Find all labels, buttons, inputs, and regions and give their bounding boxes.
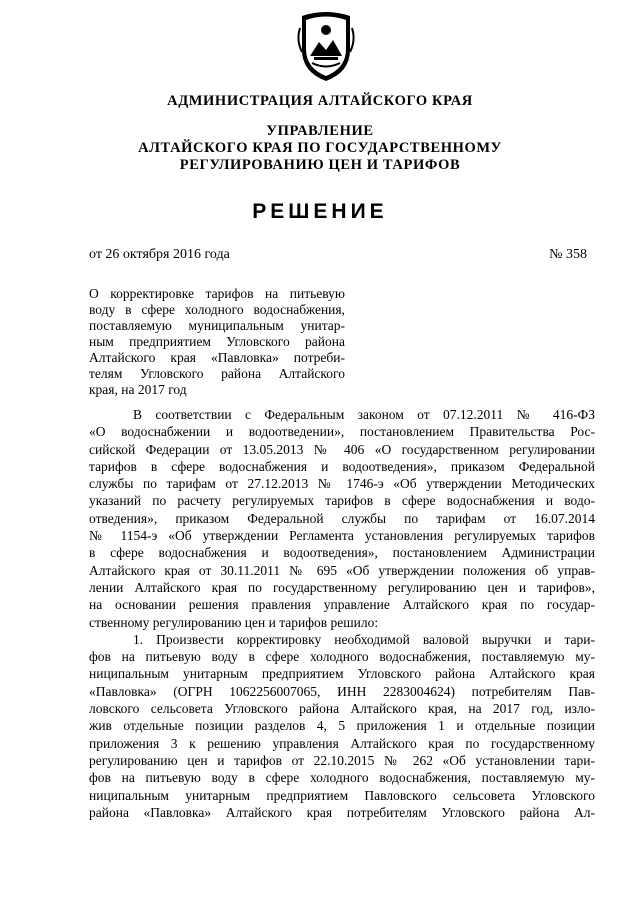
body-line: отведения», приказом Федеральной службы по тарифам от 16.07.2014 xyxy=(89,510,595,526)
body-line: района «Павловка» Алтайского края потребителям Угловского района Ал- xyxy=(89,804,595,820)
administration-title: АДМИНИСТРАЦИЯ АЛТАЙСКОГО КРАЯ xyxy=(167,93,473,109)
subject-line: телям Угловского района Алтайского xyxy=(89,366,345,381)
document-title: РЕШЕНИЕ xyxy=(252,200,388,223)
body-line: 1. Произвести корректировку необходимой валовой выручки и тари- xyxy=(133,631,595,647)
body-line: ниципальным унитарным предприятием Павловского сельсовета Угловского xyxy=(89,787,595,803)
body-line: на основании решения правления управление Алтайского края по государ- xyxy=(89,597,595,613)
body-line: В соответствии с Федеральным законом от 07.12.2011 № 416-ФЗ xyxy=(133,407,595,422)
body-line: указаний по расчету регулируемых тарифов в сфере водоснабжения и водо- xyxy=(89,493,595,509)
body-line: лении Алтайского края по государственному регулированию цен и тарифов», xyxy=(89,579,595,595)
department-title-line: АЛТАЙСКОГО КРАЯ ПО ГОСУДАРСТВЕННОМУ xyxy=(138,140,502,156)
body-line: ниципальным унитарным предприятием Угловского района Алтайского края xyxy=(89,666,595,682)
body-line: фов на питьевую воду в сфере холодного водоснабжения, поставляемую му- xyxy=(89,770,595,786)
subject-line: поставляемую муниципальным унитар- xyxy=(89,318,345,333)
body-line: № 1154-э «Об утверждении Регламента установления регулируемых тарифов xyxy=(89,528,595,544)
subject-line: ным предприятием Угловского района xyxy=(89,334,345,349)
department-title xyxy=(0,123,640,174)
subject-line: края, на 2017 год xyxy=(89,382,187,397)
document-number: № 358 xyxy=(549,247,587,262)
altai-coat-of-arms-emblem xyxy=(296,10,356,84)
body-line: фов на питьевую воду в сфере холодного водоснабжения, поставляемую му- xyxy=(89,649,595,665)
department-title-line: УПРАВЛЕНИЕ xyxy=(266,123,374,139)
body-line: Алтайского края от 30.11.2011 № 695 «Об утверждении положения об управ- xyxy=(89,562,595,578)
body-line: «Павловка» (ОГРН 1062256007065, ИНН 2283004624) потребителям Пав- xyxy=(89,683,595,699)
subject-line: О корректировке тарифов на питьевую xyxy=(89,286,345,301)
document-body xyxy=(89,406,595,821)
body-line: тарифов в сфере водоснабжения и водоотведения», приказом Федеральной xyxy=(89,458,595,474)
body-line: жив отдельные позиции разделов 4, 5 приложения 1 и отдельные позиции xyxy=(89,718,595,734)
body-line: ственному регулированию цен и тарифов решило: xyxy=(89,614,379,630)
body-line: ловского сельсовета Угловского района Алтайского края, на 2017 год, изло- xyxy=(89,701,595,717)
body-line: приложения 3 к решению управления Алтайского края по государственному xyxy=(89,735,595,751)
document-subject xyxy=(89,286,345,398)
body-line: сийской Федерации от 13.05.2013 № 406 «О государственном регулировании xyxy=(89,441,595,457)
document-date: от 26 октября 2016 года xyxy=(89,247,230,262)
subject-line: воду в сфере холодного водоснабжения, xyxy=(89,302,345,317)
body-line: «О водоснабжении и водоотведении», постановлением Правительства Рос- xyxy=(89,424,595,440)
department-title-line: РЕГУЛИРОВАНИЮ ЦЕН И ТАРИФОВ xyxy=(179,157,461,173)
body-line: регулированию цен и тарифов от 22.10.2015 № 262 «Об установлении тари- xyxy=(89,752,595,768)
body-line: службы по тарифам от 27.12.2013 № 1746-э «Об утверждении Методических xyxy=(89,476,595,492)
body-line: в сфере водоснабжения и водоотведения», постановлением Администрации xyxy=(89,545,595,561)
subject-line: Алтайского края «Павловка» потреби- xyxy=(89,350,345,365)
